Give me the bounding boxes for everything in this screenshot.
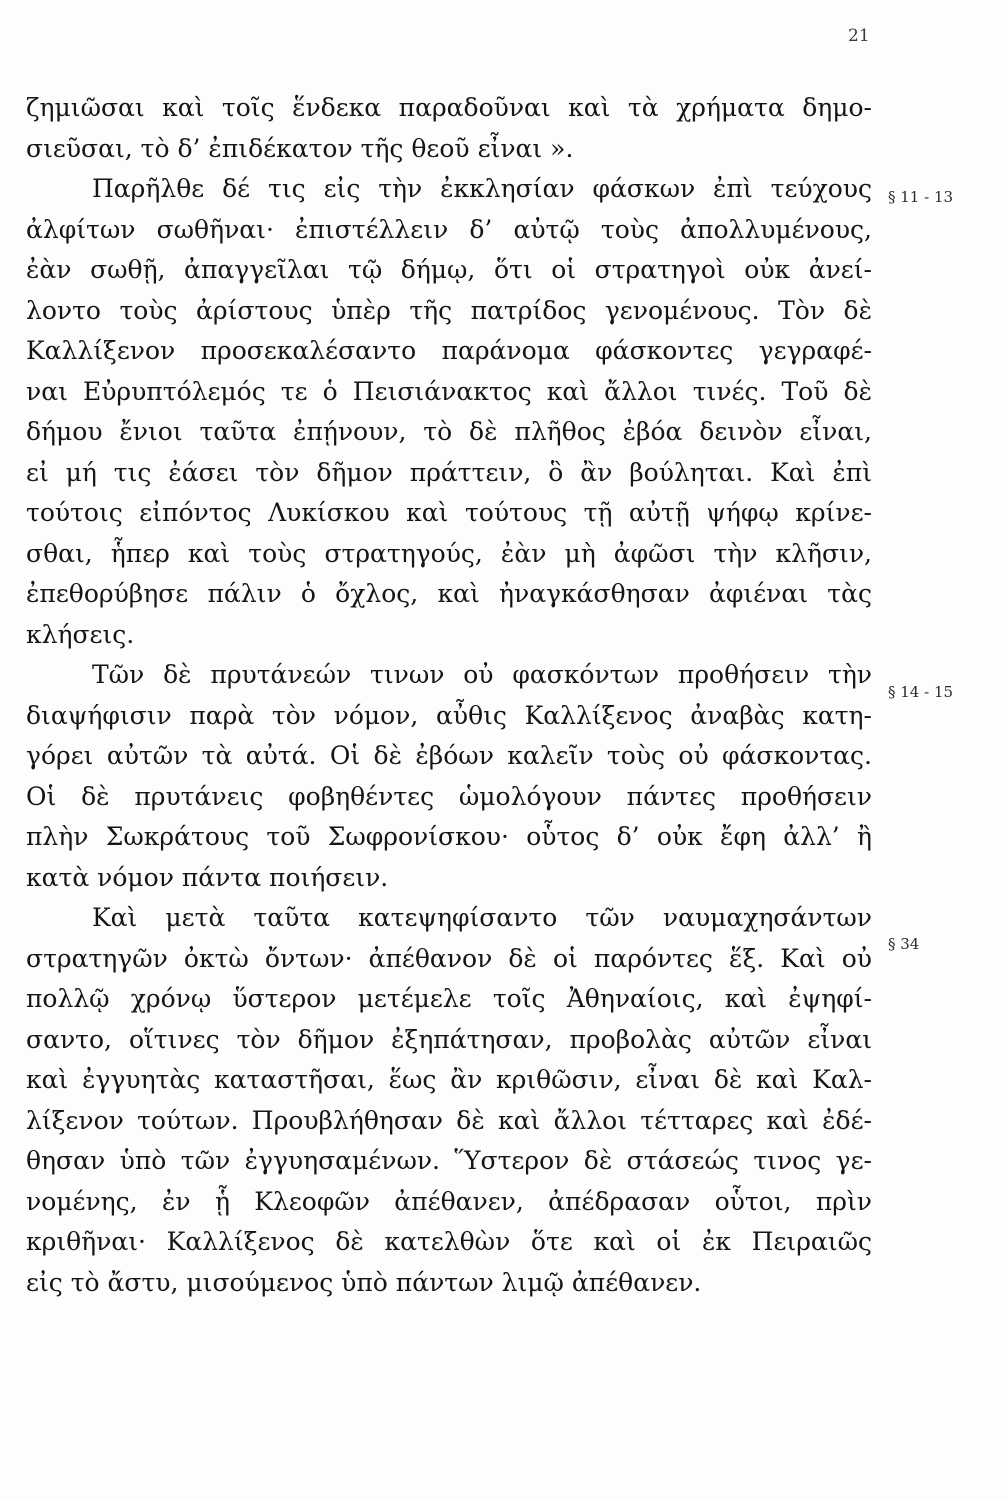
text-line: σθαι, ἧπερ καὶ τοὺς στρατηγούς, ἐὰν μὴ ἀφῶσι τὴν κλῆσιν, (26, 538, 872, 568)
text-line: ζημιῶσαι καὶ τοῖς ἕνδεκα παραδοῦναι καὶ τὰ χρήματα δημο- (26, 93, 872, 122)
text-line: καὶ ἐγγυητὰς καταστῆσαι, ἕως ἂν κριθῶσιν, εἶναι δὲ καὶ Καλ- (26, 1065, 872, 1094)
text-line: κατὰ νόμον πάντα ποιήσειν. (26, 862, 389, 892)
text-line: Παρῆλθε δέ τις εἰς τὴν ἐκκλησίαν φάσκων ἐπὶ τεύχους (92, 174, 872, 203)
text-line: πλὴν Σωκράτους τοῦ Σωφρονίσκου· οὗτος δ’ οὐκ ἔφη ἀλλ’ ἢ (26, 822, 872, 851)
text-line: ἐπεθορύβησε πάλιν ὁ ὄχλος, καὶ ἠναγκάσθησαν ἀφιέναι τὰς (26, 579, 872, 608)
text-line: πολλῷ χρόνῳ ὕστερον μετέμελε τοῖς Ἀθηναίοις, καὶ ἐψηφί- (26, 984, 872, 1013)
text-line: λοντο τοὺς ἀρίστους ὑπὲρ τῆς πατρίδος γενομένους. Τὸν δὲ (26, 295, 872, 325)
text-line: εἰ μή τις ἐάσει τὸν δῆμον πράττειν, ὃ ἂν βούληται. Καὶ ἐπὶ (26, 457, 872, 487)
text-line: Οἱ δὲ πρυτάνεις φοβηθέντες ὡμολόγουν πάντες προθήσειν (26, 781, 872, 811)
text-line: διαψήφισιν παρὰ τὸν νόμον, αὖθις Καλλίξενος ἀναβὰς κατη- (26, 700, 872, 730)
body-text (26, 88, 872, 1303)
margin-section-note: § 11 - 13 (888, 188, 954, 206)
text-line: θησαν ὑπὸ τῶν ἐγγυησαμένων. Ὕστερον δὲ στάσεώς τινος γε- (26, 1146, 872, 1175)
text-line: ἀλφίτων σωθῆναι· ἐπιστέλλειν δ’ αὐτῷ τοὺς ἀπολλυμένους, (26, 214, 872, 244)
text-line: δήμου ἔνιοι ταῦτα ἐπῄνουν, τὸ δὲ πλῆθος ἐβόα δεινὸν εἶναι, (26, 417, 872, 446)
text-line: ἐὰν σωθῇ, ἀπαγγεῖλαι τῷ δήμῳ, ὅτι οἱ στρατηγοὶ οὐκ ἀνεί- (26, 255, 872, 284)
text-line: λίξενον τούτων. Προυβλήθησαν δὲ καὶ ἄλλοι τέτταρες καὶ ἐδέ- (26, 1105, 872, 1135)
margin-section-note: § 14 - 15 (888, 683, 954, 701)
text-line: σαντο, οἵτινες τὸν δῆμον ἐξηπάτησαν, προβολὰς αὐτῶν εἶναι (26, 1024, 872, 1054)
text-line: σιεῦσαι, τὸ δ’ ἐπιδέκατον τῆς θεοῦ εἶναι ». (26, 133, 574, 163)
text-line: Καλλίξενον προσεκαλέσαντο παράνομα φάσκοντες γεγραφέ- (26, 336, 872, 365)
text-line: Καὶ μετὰ ταῦτα κατεψηφίσαντο τῶν ναυμαχησάντων (92, 903, 872, 932)
text-line: κλήσεις. (26, 619, 135, 649)
page-number: 21 (848, 26, 870, 46)
text-line: Τῶν δὲ πρυτάνεών τινων οὐ φασκόντων προθήσειν τὴν (92, 660, 872, 689)
text-line: νομένης, ἐν ᾗ Κλεοφῶν ἀπέθανεν, ἀπέδρασαν οὗτοι, πρὶν (26, 1186, 872, 1216)
margin-section-note: § 34 (888, 935, 920, 953)
text-line: στρατηγῶν ὀκτὼ ὄντων· ἀπέθανον δὲ οἱ παρόντες ἕξ. Καὶ οὐ (26, 943, 872, 973)
text-line: εἰς τὸ ἄστυ, μισούμενος ὑπὸ πάντων λιμῷ ἀπέθανεν. (26, 1267, 702, 1297)
text-line: κριθῆναι· Καλλίξενος δὲ κατελθὼν ὅτε καὶ οἱ ἐκ Πειραιῶς (26, 1227, 872, 1256)
text-line: γόρει αὐτῶν τὰ αὐτά. Οἱ δὲ ἐβόων καλεῖν τοὺς οὐ φάσκοντας. (26, 741, 872, 770)
text-line: τούτοις εἰπόντος Λυκίσκου καὶ τούτους τῇ αὐτῇ ψήφῳ κρίνε- (26, 498, 872, 527)
text-line: ναι Εὐρυπτόλεμός τε ὁ Πεισιάνακτος καὶ ἄλλοι τινές. Τοῦ δὲ (26, 376, 872, 406)
